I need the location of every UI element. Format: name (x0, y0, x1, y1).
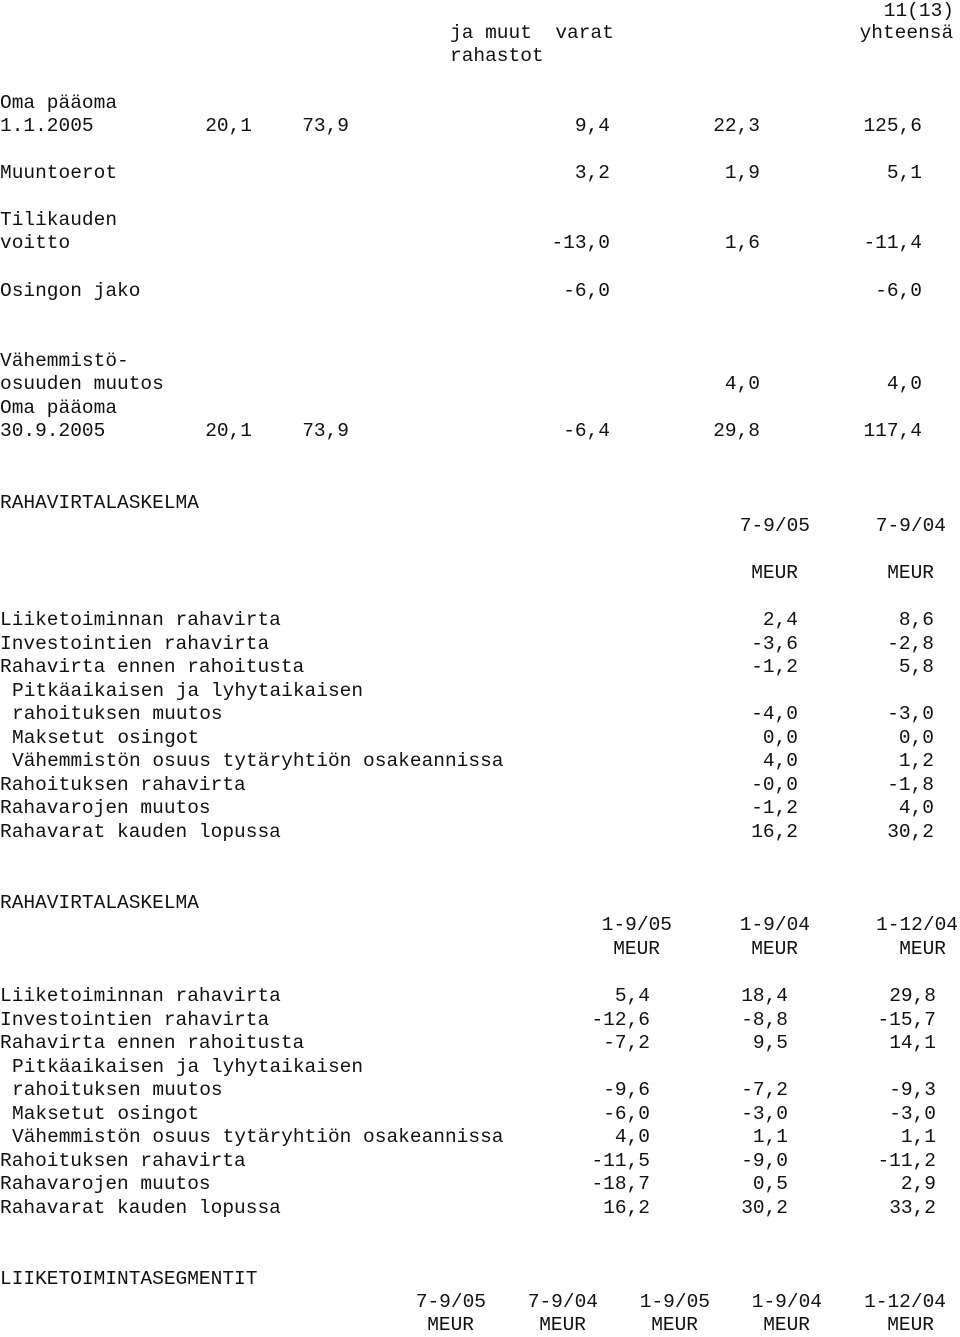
equity-cell-c3: 9,4 (574, 115, 610, 137)
equity-cell-c3: 3,2 (574, 162, 610, 184)
equity-cell-c5: 4,0 (886, 373, 922, 395)
equity-cell-c4: 1,9 (724, 162, 760, 184)
cfy-cell: -6,0 (603, 1102, 650, 1125)
cfy-row-label: Pitkäaikaisen ja lyhytaikaisen (12, 1055, 364, 1078)
cfy-cell: 33,2 (889, 1196, 936, 1219)
equity-cell-c4: 22,3 (713, 115, 760, 137)
equity-cell-c3: -6,0 (563, 280, 610, 302)
cfy-cell: -9,3 (889, 1079, 936, 1101)
page-number: 11(13) (883, 0, 954, 22)
cfy-cell: 16,2 (603, 1196, 650, 1219)
cfq-cell: -1,2 (751, 656, 798, 678)
segments-unit: MEUR (887, 1314, 934, 1336)
equity-cell-c4: 29,8 (713, 420, 760, 442)
cfy-row-label: Rahavirta ennen rahoitusta (0, 1032, 305, 1054)
cfy-cell: -15,7 (877, 1008, 936, 1031)
cfy-column-header: 1-9/05 (601, 914, 672, 936)
equity-row-label: Oma pääoma (0, 397, 118, 419)
equity-cell-c1: 20,1 (205, 115, 252, 137)
cfq-cell: 2,4 (762, 609, 798, 631)
cfy-cell: -9,0 (741, 1149, 788, 1172)
cashflow-quarter-title: RAHAVIRTALASKELMA (0, 492, 199, 514)
segments-column-header: 7-9/05 (415, 1291, 486, 1313)
cfq-cell: 5,8 (898, 656, 934, 678)
segments-column-header: 1-12/04 (864, 1291, 946, 1313)
cfq-cell: -0,0 (751, 773, 798, 796)
cfy-column-header: 1-9/04 (739, 914, 810, 936)
segments-title: LIIKETOIMINTASEGMENTIT (0, 1268, 258, 1290)
equity-row-label: Osingon jako (0, 280, 141, 302)
cfq-cell: 0,0 (898, 726, 934, 749)
equity-cell-c4: 1,6 (724, 232, 760, 254)
equity-header-line-2: rahastot (450, 45, 544, 67)
cfy-cell: -3,0 (741, 1102, 788, 1125)
equity-row-label: Muuntoerot (0, 162, 118, 184)
cfq-unit: MEUR (887, 562, 934, 584)
cfy-cell: 2,9 (900, 1173, 936, 1195)
cfy-row-label: Rahavarojen muutos (0, 1173, 211, 1195)
cfy-unit: MEUR (899, 938, 946, 960)
equity-cell-c1: 20,1 (205, 420, 252, 442)
cfy-row-label: Rahoituksen rahavirta (0, 1149, 246, 1172)
cfq-cell: -4,0 (751, 703, 798, 725)
equity-cell-c5: 5,1 (886, 162, 922, 184)
cfy-cell: 0,5 (752, 1173, 788, 1195)
equity-row-label-cont: 30.9.2005 (0, 420, 106, 442)
cfq-row-label: Rahavarat kauden lopussa (0, 820, 281, 843)
cfy-cell: -11,2 (877, 1149, 936, 1172)
cfy-cell: 18,4 (741, 985, 788, 1007)
cfy-row-label: Investointien rahavirta (0, 1008, 270, 1031)
cfq-column-header: 7-9/05 (739, 515, 810, 537)
equity-row-label-cont: voitto (0, 232, 71, 254)
equity-cell-c3: -6,4 (563, 420, 610, 442)
segments-column-header: 1-9/04 (751, 1291, 822, 1313)
cfq-row-label: Maksetut osingot (12, 726, 200, 749)
equity-cell-c5: 117,4 (863, 420, 922, 442)
segments-unit: MEUR (539, 1314, 586, 1336)
cfy-row-label: Maksetut osingot (12, 1102, 200, 1125)
cfy-cell: -3,0 (889, 1102, 936, 1125)
cfy-cell: -7,2 (741, 1079, 788, 1101)
cfq-row-label: Liiketoiminnan rahavirta (0, 609, 281, 631)
cfq-cell: 8,6 (898, 609, 934, 631)
cfq-row-label: Investointien rahavirta (0, 632, 270, 655)
segments-column-header: 7-9/04 (527, 1291, 598, 1313)
cfy-cell: -11,5 (591, 1149, 650, 1172)
cfy-cell: -12,6 (591, 1008, 650, 1031)
cfy-row-label: Vähemmistön osuus tytäryhtiön osakeannissa (12, 1126, 504, 1148)
cfq-cell: -2,8 (887, 632, 934, 655)
cfq-row-label: Rahoituksen rahavirta (0, 773, 246, 796)
cfq-column-header: 7-9/04 (875, 515, 946, 537)
cfq-row-label: Pitkäaikaisen ja lyhytaikaisen (12, 679, 364, 702)
cfq-cell: 4,0 (762, 750, 798, 772)
equity-row-label-cont: 1.1.2005 (0, 115, 94, 137)
segments-column-header: 1-9/05 (639, 1291, 710, 1313)
cfq-cell: 16,2 (751, 820, 798, 843)
equity-cell-c2: 73,9 (302, 420, 349, 442)
equity-cell-c5: -6,0 (875, 280, 922, 302)
cfy-cell: 4,0 (614, 1126, 650, 1148)
cfq-cell: 1,2 (898, 750, 934, 772)
cfq-cell: -1,2 (751, 797, 798, 819)
equity-row-label: Tilikauden (0, 209, 118, 231)
cfq-cell: 0,0 (762, 726, 798, 749)
cfq-row-label: Rahavirta ennen rahoitusta (0, 656, 305, 678)
equity-header-line-1: ja muut varat yhteensä (450, 22, 954, 44)
cashflow-ytd-title: RAHAVIRTALASKELMA (0, 892, 199, 914)
cfy-cell: -8,8 (741, 1008, 788, 1031)
cfq-row-label: Vähemmistön osuus tytäryhtiön osakeannissa (12, 750, 504, 772)
cfy-cell: 29,8 (889, 985, 936, 1007)
cfq-unit: MEUR (751, 562, 798, 584)
cfq-cell: -3,6 (751, 632, 798, 655)
cfy-column-header: 1-12/04 (876, 914, 958, 936)
cfy-cell: 1,1 (752, 1126, 788, 1148)
cfy-cell: 9,5 (752, 1032, 788, 1054)
cfy-cell: 14,1 (889, 1032, 936, 1054)
cfy-row-label: Rahavarat kauden lopussa (0, 1196, 281, 1219)
equity-cell-c2: 73,9 (302, 115, 349, 137)
cfq-row-label: Rahavarojen muutos (0, 797, 211, 819)
equity-row-label: Oma pääoma (0, 92, 118, 114)
cfy-unit: MEUR (751, 938, 798, 960)
cfq-cell: 30,2 (887, 820, 934, 843)
cfy-cell: -7,2 (603, 1032, 650, 1054)
cfy-cell: 30,2 (741, 1196, 788, 1219)
equity-row-label-cont: osuuden muutos (0, 373, 164, 395)
cfy-unit: MEUR (613, 938, 660, 960)
cfy-cell: 1,1 (900, 1126, 936, 1148)
equity-cell-c5: 125,6 (863, 115, 922, 137)
equity-cell-c3: -13,0 (551, 232, 610, 254)
cfq-row-label: rahoituksen muutos (12, 703, 223, 725)
cfy-row-label: Liiketoiminnan rahavirta (0, 985, 281, 1007)
cfy-cell: -9,6 (603, 1079, 650, 1101)
segments-unit: MEUR (427, 1314, 474, 1336)
cfq-cell: 4,0 (898, 797, 934, 819)
segments-unit: MEUR (651, 1314, 698, 1336)
equity-cell-c5: -11,4 (863, 232, 922, 254)
cfy-cell: -18,7 (591, 1173, 650, 1195)
equity-cell-c4: 4,0 (724, 373, 760, 395)
equity-row-label: Vähemmistö- (0, 350, 129, 372)
cfq-cell: -1,8 (887, 773, 934, 796)
cfq-cell: -3,0 (887, 703, 934, 725)
cfy-row-label: rahoituksen muutos (12, 1079, 223, 1101)
segments-unit: MEUR (763, 1314, 810, 1336)
cfy-cell: 5,4 (614, 985, 650, 1007)
